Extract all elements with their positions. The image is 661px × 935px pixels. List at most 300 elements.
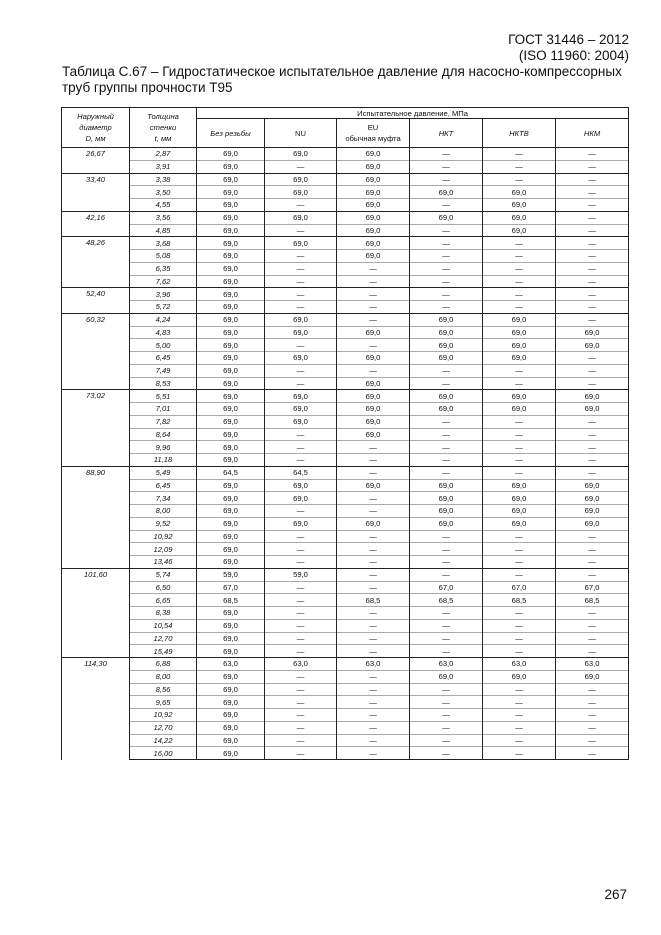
eu-value: — xyxy=(337,466,410,479)
plain-end-value: 63,0 xyxy=(197,658,265,671)
nktv-value: 69,0 xyxy=(483,313,556,326)
eu-value: — xyxy=(337,556,410,569)
table-row xyxy=(62,148,629,161)
nktv-value: 69,0 xyxy=(483,479,556,492)
table-row xyxy=(62,556,629,569)
outside-diameter-cell: 26,67 xyxy=(62,148,130,174)
nkm-value: — xyxy=(556,377,629,390)
plain-end-value: 69,0 xyxy=(197,211,265,224)
nkt-value: — xyxy=(410,148,483,161)
nkm-value: — xyxy=(556,313,629,326)
eu-value: — xyxy=(337,747,410,760)
eu-value: 69,0 xyxy=(337,211,410,224)
plain-end-value: 69,0 xyxy=(197,428,265,441)
nktv-value: — xyxy=(483,543,556,556)
wall-thickness-cell: 4,83 xyxy=(130,326,197,339)
nkt-value: 69,0 xyxy=(410,517,483,530)
nu-value: — xyxy=(265,505,337,518)
eu-value: — xyxy=(337,262,410,275)
wall-thickness-cell: 15,49 xyxy=(130,645,197,658)
test-pressure-group-header: Испытательное давление, МПа xyxy=(197,108,629,119)
nkm-value: — xyxy=(556,607,629,620)
eu-value: — xyxy=(337,568,410,581)
nu-value: — xyxy=(265,224,337,237)
eu-header: EU обычная муфта xyxy=(337,119,410,148)
nkm-value: 67,0 xyxy=(556,581,629,594)
nktv-value: — xyxy=(483,262,556,275)
table-row xyxy=(62,441,629,454)
eu-value: 69,0 xyxy=(337,403,410,416)
nu-value: — xyxy=(265,645,337,658)
plain-end-value: 69,0 xyxy=(197,313,265,326)
nktv-value: — xyxy=(483,250,556,263)
wall-thickness-cell: 12,70 xyxy=(130,632,197,645)
plain-end-value: 59,0 xyxy=(197,568,265,581)
nu-value: 64,5 xyxy=(265,466,337,479)
nktv-value: 69,0 xyxy=(483,186,556,199)
plain-end-value: 69,0 xyxy=(197,173,265,186)
eu-value: 69,0 xyxy=(337,415,410,428)
nkt-value: — xyxy=(410,250,483,263)
standard-code: ГОСТ 31446 – 2012 xyxy=(508,32,629,47)
eu-value: 69,0 xyxy=(337,390,410,403)
plain-end-value: 69,0 xyxy=(197,530,265,543)
table-row xyxy=(62,186,629,199)
nkt-value: — xyxy=(410,645,483,658)
wall-thickness-cell: 5,51 xyxy=(130,390,197,403)
nkm-value: — xyxy=(556,199,629,212)
eu-value: 69,0 xyxy=(337,186,410,199)
nktv-value: — xyxy=(483,415,556,428)
nu-value: — xyxy=(265,454,337,467)
nu-value: — xyxy=(265,581,337,594)
wall-thickness-cell: 7,82 xyxy=(130,415,197,428)
nkt-value: 69,0 xyxy=(410,326,483,339)
nkm-value: — xyxy=(556,301,629,314)
nu-value: — xyxy=(265,619,337,632)
nktv-value: — xyxy=(483,237,556,250)
nkt-value: 67,0 xyxy=(410,581,483,594)
nktv-value: — xyxy=(483,377,556,390)
nkt-value: 69,0 xyxy=(410,492,483,505)
nkt-value: — xyxy=(410,454,483,467)
diameter-column-header: Наружный диаметр D, мм xyxy=(62,108,130,148)
table-row xyxy=(62,696,629,709)
nktv-value: 69,0 xyxy=(483,403,556,416)
wall-thickness-cell: 9,52 xyxy=(130,517,197,530)
nktv-value: — xyxy=(483,632,556,645)
wall-thickness-cell: 8,38 xyxy=(130,607,197,620)
nkm-value: — xyxy=(556,173,629,186)
table-row xyxy=(62,670,629,683)
plain-end-value: 69,0 xyxy=(197,160,265,173)
nu-value: — xyxy=(265,288,337,301)
outside-diameter-cell: 73,02 xyxy=(62,390,130,467)
wall-thickness-cell: 5,74 xyxy=(130,568,197,581)
outside-diameter-cell: 48,26 xyxy=(62,237,130,288)
wall-thickness-cell: 6,50 xyxy=(130,581,197,594)
nktv-value: — xyxy=(483,747,556,760)
eu-value: — xyxy=(337,670,410,683)
nkt-value: 63,0 xyxy=(410,658,483,671)
nu-value: — xyxy=(265,530,337,543)
nkt-value: — xyxy=(410,262,483,275)
plain-end-value: 69,0 xyxy=(197,479,265,492)
table-row xyxy=(62,734,629,747)
nktv-value: — xyxy=(483,683,556,696)
plain-end-value: 69,0 xyxy=(197,364,265,377)
nu-value: 69,0 xyxy=(265,313,337,326)
nkm-value: — xyxy=(556,211,629,224)
eu-value: 69,0 xyxy=(337,237,410,250)
nktv-value: 69,0 xyxy=(483,517,556,530)
table-row xyxy=(62,199,629,212)
wall-thickness-cell: 12,09 xyxy=(130,543,197,556)
table-row xyxy=(62,224,629,237)
wall-thickness-cell: 5,49 xyxy=(130,466,197,479)
table-row xyxy=(62,581,629,594)
wall-thickness-cell: 8,64 xyxy=(130,428,197,441)
nkm-value: 63,0 xyxy=(556,658,629,671)
nu-value: 69,0 xyxy=(265,326,337,339)
nkt-value: 68,5 xyxy=(410,594,483,607)
plain-end-value: 69,0 xyxy=(197,543,265,556)
eu-value: — xyxy=(337,492,410,505)
nkm-value: — xyxy=(556,186,629,199)
eu-value: — xyxy=(337,581,410,594)
nktv-value: — xyxy=(483,428,556,441)
nu-value: — xyxy=(265,339,337,352)
eu-value: — xyxy=(337,441,410,454)
nktv-value: — xyxy=(483,568,556,581)
eu-value: 69,0 xyxy=(337,148,410,161)
plain-end-value: 69,0 xyxy=(197,721,265,734)
plain-end-value: 69,0 xyxy=(197,683,265,696)
wall-thickness-cell: 6,45 xyxy=(130,352,197,365)
nu-value: 63,0 xyxy=(265,658,337,671)
nu-value: — xyxy=(265,441,337,454)
nktv-value: 69,0 xyxy=(483,492,556,505)
nkt-value: — xyxy=(410,160,483,173)
plain-end-value: 69,0 xyxy=(197,505,265,518)
table-row xyxy=(62,505,629,518)
wall-thickness-cell: 8,00 xyxy=(130,670,197,683)
eu-value: — xyxy=(337,696,410,709)
table-row xyxy=(62,466,629,479)
nkm-value: — xyxy=(556,454,629,467)
wall-thickness-cell: 7,01 xyxy=(130,403,197,416)
nkt-value: — xyxy=(410,632,483,645)
nkm-value: 69,0 xyxy=(556,479,629,492)
table-row xyxy=(62,709,629,722)
nkt-header: НКТ xyxy=(410,119,483,148)
plain-end-value: 69,0 xyxy=(197,148,265,161)
eu-value: — xyxy=(337,275,410,288)
table-row xyxy=(62,160,629,173)
wall-thickness-cell: 8,56 xyxy=(130,683,197,696)
table-row xyxy=(62,721,629,734)
wall-thickness-cell: 4,55 xyxy=(130,199,197,212)
nkm-value: — xyxy=(556,250,629,263)
wall-thickness-cell: 7,49 xyxy=(130,364,197,377)
nkm-value: — xyxy=(556,543,629,556)
nkm-value: — xyxy=(556,530,629,543)
nkt-value: 69,0 xyxy=(410,211,483,224)
nktv-value: 69,0 xyxy=(483,505,556,518)
nktv-value: 63,0 xyxy=(483,658,556,671)
table-row xyxy=(62,479,629,492)
nu-value: — xyxy=(265,594,337,607)
wall-thickness-cell: 3,38 xyxy=(130,173,197,186)
nkm-value: — xyxy=(556,556,629,569)
nktv-value: — xyxy=(483,709,556,722)
nkt-value: 69,0 xyxy=(410,670,483,683)
nkm-value: — xyxy=(556,288,629,301)
nkm-value: — xyxy=(556,352,629,365)
table-row xyxy=(62,173,629,186)
nkt-value: 69,0 xyxy=(410,479,483,492)
nktv-value: 69,0 xyxy=(483,224,556,237)
nkm-value: — xyxy=(556,632,629,645)
wall-thickness-cell: 6,88 xyxy=(130,658,197,671)
nu-value: — xyxy=(265,250,337,263)
eu-value: — xyxy=(337,721,410,734)
wall-thickness-cell: 9,65 xyxy=(130,696,197,709)
plain-end-value: 69,0 xyxy=(197,339,265,352)
plain-end-value: 67,0 xyxy=(197,581,265,594)
table-row xyxy=(62,403,629,416)
nu-value: 69,0 xyxy=(265,403,337,416)
nkm-value: — xyxy=(556,428,629,441)
wall-thickness-cell: 4,24 xyxy=(130,313,197,326)
nkm-value: — xyxy=(556,696,629,709)
wall-thickness-cell: 9,96 xyxy=(130,441,197,454)
eu-value: — xyxy=(337,734,410,747)
outside-diameter-cell: 42,16 xyxy=(62,211,130,237)
wall-thickness-cell: 7,34 xyxy=(130,492,197,505)
plain-end-value: 69,0 xyxy=(197,262,265,275)
nu-value: — xyxy=(265,721,337,734)
eu-value: 69,0 xyxy=(337,377,410,390)
nu-value: 69,0 xyxy=(265,390,337,403)
plain-end-value: 69,0 xyxy=(197,492,265,505)
nkm-value: 69,0 xyxy=(556,505,629,518)
wall-thickness-cell: 5,00 xyxy=(130,339,197,352)
plain-end-value: 68,5 xyxy=(197,594,265,607)
eu-value: — xyxy=(337,709,410,722)
eu-value: — xyxy=(337,339,410,352)
nkt-value: — xyxy=(410,747,483,760)
eu-value: 63,0 xyxy=(337,658,410,671)
nkt-value: — xyxy=(410,683,483,696)
nu-value: — xyxy=(265,607,337,620)
nkm-value: — xyxy=(556,683,629,696)
nu-value: — xyxy=(265,683,337,696)
nkt-value: — xyxy=(410,173,483,186)
plain-end-value: 69,0 xyxy=(197,607,265,620)
pressure-table xyxy=(61,107,629,760)
table-row xyxy=(62,262,629,275)
nkm-value: — xyxy=(556,619,629,632)
wall-thickness-cell: 6,45 xyxy=(130,479,197,492)
nu-value: 69,0 xyxy=(265,492,337,505)
outside-diameter-cell: 33,40 xyxy=(62,173,130,211)
nktv-value: 69,0 xyxy=(483,352,556,365)
eu-value: — xyxy=(337,543,410,556)
nu-value: — xyxy=(265,670,337,683)
nkt-value: — xyxy=(410,199,483,212)
nktv-header: НКТВ xyxy=(483,119,556,148)
eu-value: 69,0 xyxy=(337,326,410,339)
nktv-value: — xyxy=(483,734,556,747)
nu-value: 69,0 xyxy=(265,237,337,250)
nu-value: 69,0 xyxy=(265,148,337,161)
nkm-value: — xyxy=(556,734,629,747)
plain-end-value: 69,0 xyxy=(197,403,265,416)
plain-end-value: 69,0 xyxy=(197,556,265,569)
nkm-value: 69,0 xyxy=(556,403,629,416)
nkt-value: — xyxy=(410,377,483,390)
nkt-value: 69,0 xyxy=(410,186,483,199)
nkm-value: — xyxy=(556,237,629,250)
nktv-value: — xyxy=(483,721,556,734)
plain-end-value: 69,0 xyxy=(197,186,265,199)
nkt-value: 69,0 xyxy=(410,313,483,326)
wall-thickness-cell: 3,56 xyxy=(130,211,197,224)
wall-thickness-cell: 2,87 xyxy=(130,148,197,161)
table-row xyxy=(62,377,629,390)
wall-thickness-cell: 14,22 xyxy=(130,734,197,747)
nkt-value: — xyxy=(410,568,483,581)
nu-value: — xyxy=(265,734,337,747)
nu-value: — xyxy=(265,543,337,556)
eu-value: — xyxy=(337,632,410,645)
nkm-value: — xyxy=(556,224,629,237)
eu-value: — xyxy=(337,288,410,301)
nu-value: — xyxy=(265,747,337,760)
nktv-value: 69,0 xyxy=(483,211,556,224)
table-row xyxy=(62,250,629,263)
wall-thickness-cell: 3,50 xyxy=(130,186,197,199)
table-row xyxy=(62,543,629,556)
table-row xyxy=(62,237,629,250)
plain-end-value: 64,5 xyxy=(197,466,265,479)
eu-value: — xyxy=(337,530,410,543)
nu-value: — xyxy=(265,632,337,645)
nkm-value: 69,0 xyxy=(556,492,629,505)
nkm-value: 69,0 xyxy=(556,390,629,403)
wall-thickness-cell: 11,18 xyxy=(130,454,197,467)
nktv-value: — xyxy=(483,148,556,161)
outside-diameter-cell: 114,30 xyxy=(62,658,130,760)
nu-value: — xyxy=(265,199,337,212)
eu-value: — xyxy=(337,645,410,658)
outside-diameter-cell: 88,90 xyxy=(62,466,130,568)
nkt-value: — xyxy=(410,364,483,377)
nkt-value: 69,0 xyxy=(410,352,483,365)
nktv-value: — xyxy=(483,530,556,543)
nkt-value: — xyxy=(410,734,483,747)
table-row xyxy=(62,352,629,365)
plain-end-value: 69,0 xyxy=(197,747,265,760)
table-row xyxy=(62,415,629,428)
nkm-value: 68,5 xyxy=(556,594,629,607)
table-row xyxy=(62,517,629,530)
plain-end-value: 69,0 xyxy=(197,390,265,403)
table-row xyxy=(62,658,629,671)
eu-value: — xyxy=(337,683,410,696)
table-row xyxy=(62,454,629,467)
nu-value: — xyxy=(265,301,337,314)
nkm-value: — xyxy=(556,148,629,161)
nu-value: — xyxy=(265,556,337,569)
nktv-value: 69,0 xyxy=(483,199,556,212)
nu-value: — xyxy=(265,262,337,275)
wall-thickness-cell: 3,91 xyxy=(130,160,197,173)
nktv-value: 69,0 xyxy=(483,339,556,352)
table-body xyxy=(62,148,629,760)
nkt-value: — xyxy=(410,237,483,250)
nu-value: — xyxy=(265,160,337,173)
plain-end-header: Без резьбы xyxy=(197,119,265,148)
nu-value: 69,0 xyxy=(265,479,337,492)
eu-value: 68,5 xyxy=(337,594,410,607)
plain-end-value: 69,0 xyxy=(197,734,265,747)
table-row xyxy=(62,339,629,352)
nkt-value: — xyxy=(410,275,483,288)
nktv-value: — xyxy=(483,301,556,314)
nkt-value: — xyxy=(410,428,483,441)
plain-end-value: 69,0 xyxy=(197,709,265,722)
table-title: Таблица С.67 – Гидростатическое испытательное давление для насосно-компрессорных труб группы прочности Т95 xyxy=(62,64,622,95)
nu-value: 59,0 xyxy=(265,568,337,581)
wall-thickness-cell: 5,08 xyxy=(130,250,197,263)
nkm-value: — xyxy=(556,747,629,760)
plain-end-value: 69,0 xyxy=(197,301,265,314)
plain-end-value: 69,0 xyxy=(197,288,265,301)
nu-value: 69,0 xyxy=(265,352,337,365)
nkt-value: — xyxy=(410,441,483,454)
nu-value: — xyxy=(265,709,337,722)
wall-thickness-cell: 7,62 xyxy=(130,275,197,288)
nu-value: 69,0 xyxy=(265,173,337,186)
outside-diameter-cell: 52,40 xyxy=(62,288,130,314)
plain-end-value: 69,0 xyxy=(197,632,265,645)
nkm-value: 69,0 xyxy=(556,339,629,352)
nktv-value: 69,0 xyxy=(483,326,556,339)
wall-thickness-cell: 10,92 xyxy=(130,709,197,722)
nkm-value: 69,0 xyxy=(556,517,629,530)
plain-end-value: 69,0 xyxy=(197,250,265,263)
nkt-value: — xyxy=(410,224,483,237)
nkm-header: НКМ xyxy=(556,119,629,148)
nktv-value: — xyxy=(483,454,556,467)
nkt-value: — xyxy=(410,607,483,620)
nu-value: — xyxy=(265,696,337,709)
plain-end-value: 69,0 xyxy=(197,199,265,212)
plain-end-value: 69,0 xyxy=(197,275,265,288)
wall-thickness-cell: 10,54 xyxy=(130,619,197,632)
page-number: 267 xyxy=(604,887,627,902)
nkt-value: — xyxy=(410,619,483,632)
table-row xyxy=(62,568,629,581)
nkt-value: — xyxy=(410,288,483,301)
plain-end-value: 69,0 xyxy=(197,237,265,250)
nktv-value: — xyxy=(483,364,556,377)
nu-value: — xyxy=(265,364,337,377)
wall-thickness-cell: 13,46 xyxy=(130,556,197,569)
plain-end-value: 69,0 xyxy=(197,415,265,428)
